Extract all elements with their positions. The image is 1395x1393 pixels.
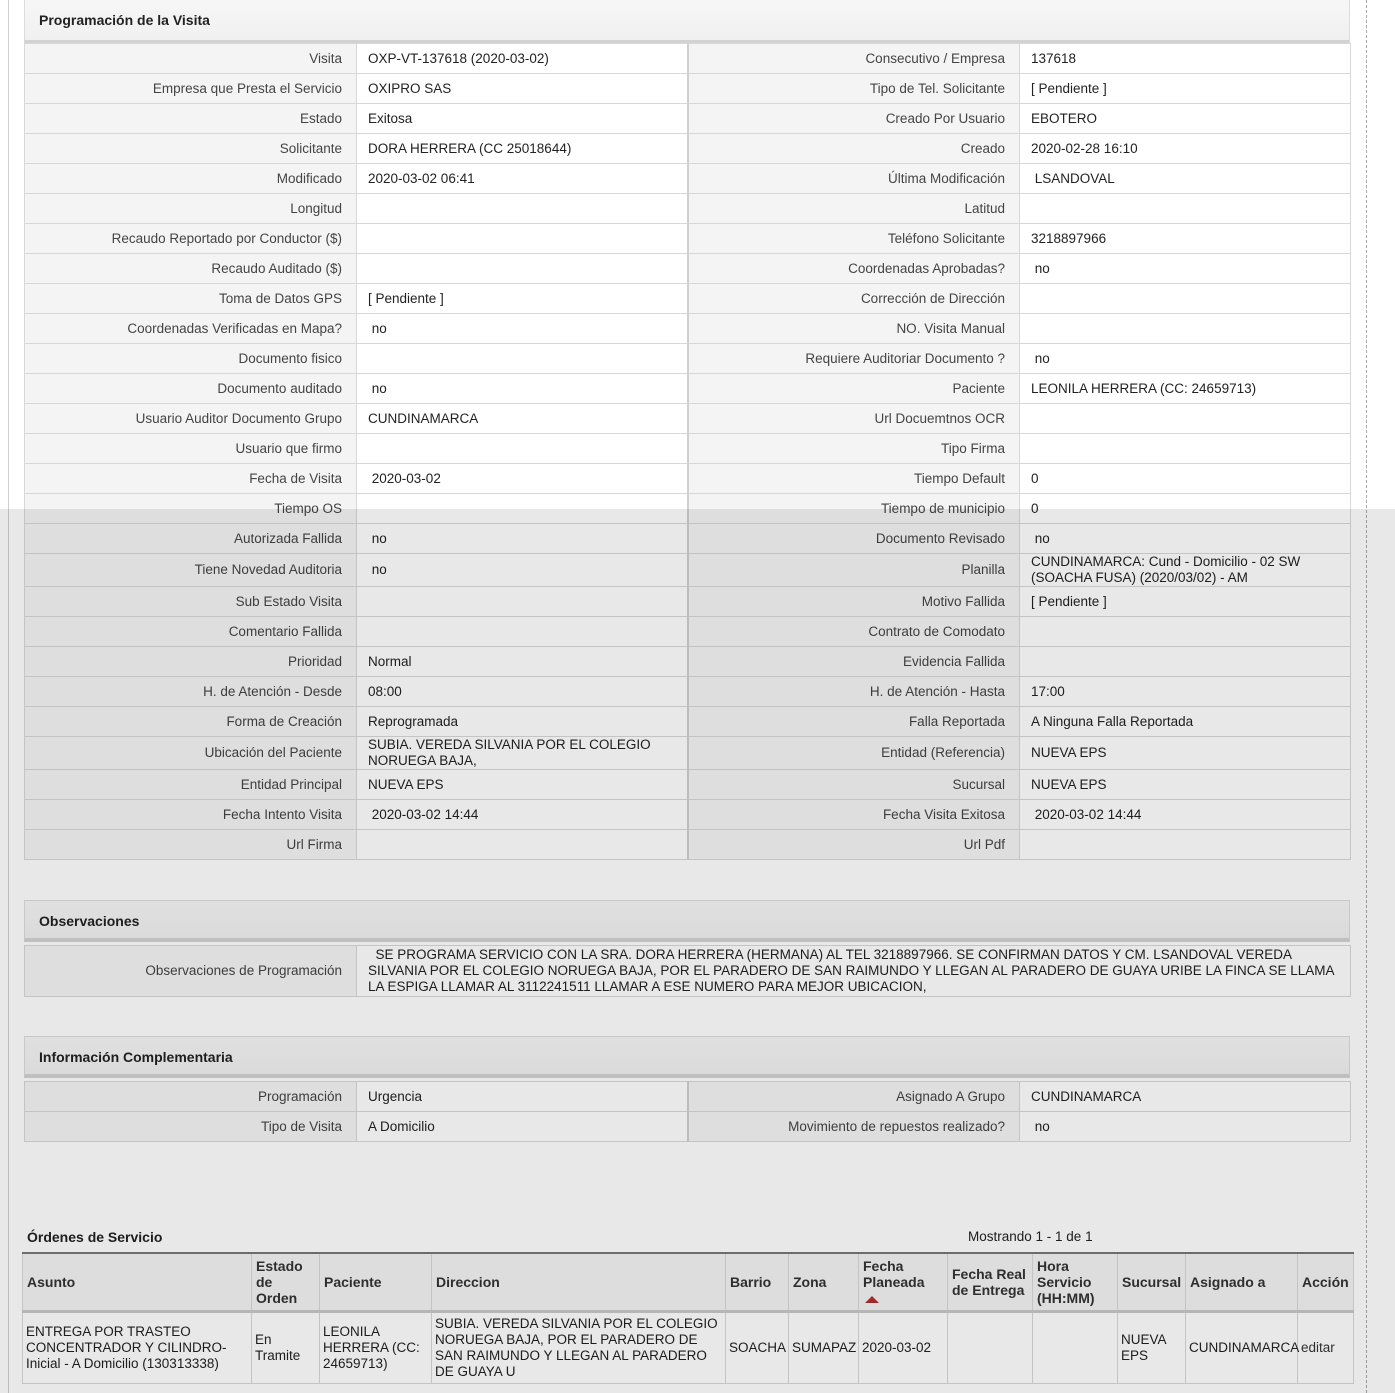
field-label: Asignado A Grupo xyxy=(688,1082,1020,1112)
cell-estado: En Tramite xyxy=(252,1311,320,1383)
field-label: Paciente xyxy=(688,374,1020,404)
field-label: Motivo Fallida xyxy=(688,587,1020,617)
field-label: Fecha de Visita xyxy=(25,464,357,494)
section-title-observaciones: Observaciones xyxy=(24,900,1350,942)
field-label: Url Pdf xyxy=(688,830,1020,860)
detail-row xyxy=(25,587,1351,617)
field-value: no xyxy=(357,314,688,344)
field-label: Documento Revisado xyxy=(688,524,1020,554)
field-label: Consecutivo / Empresa xyxy=(688,44,1020,74)
field-label: Creado Por Usuario xyxy=(688,104,1020,134)
field-label: Prioridad xyxy=(25,647,357,677)
field-value: NUEVA EPS xyxy=(1020,770,1351,800)
field-label: Entidad (Referencia) xyxy=(688,737,1020,770)
sort-ascending-icon[interactable] xyxy=(865,1296,879,1303)
field-value xyxy=(357,617,688,647)
field-label: H. de Atención - Desde xyxy=(25,677,357,707)
field-value xyxy=(1020,647,1351,677)
programacion-details-table xyxy=(24,43,1351,860)
column-header-fecha-planeada[interactable] xyxy=(859,1253,948,1311)
field-value xyxy=(1020,404,1351,434)
field-label: Coordenadas Verificadas en Mapa? xyxy=(25,314,357,344)
field-label: Entidad Principal xyxy=(25,770,357,800)
detail-row xyxy=(25,434,1351,464)
column-header-paciente[interactable]: Paciente xyxy=(320,1253,432,1311)
field-value xyxy=(357,344,688,374)
observaciones-table xyxy=(24,945,1351,997)
field-value: SUBIA. VEREDA SILVANIA POR EL COLEGIO NORUEGA BAJA, xyxy=(357,737,688,770)
detail-row xyxy=(25,524,1351,554)
detail-row xyxy=(25,830,1351,860)
detail-row xyxy=(25,134,1351,164)
field-value: A Ninguna Falla Reportada xyxy=(1020,707,1351,737)
info-row xyxy=(25,1082,1351,1112)
field-value: OXP-VT-137618 (2020-03-02) xyxy=(357,44,688,74)
detail-row xyxy=(25,164,1351,194)
field-value: CUNDINAMARCA xyxy=(1020,1082,1351,1112)
column-header-hora-servicio[interactable]: Hora Servicio (HH:MM) xyxy=(1033,1253,1118,1311)
field-value: no xyxy=(1020,1112,1351,1142)
field-value: [ Pendiente ] xyxy=(1020,74,1351,104)
field-label: Requiere Auditoriar Documento ? xyxy=(688,344,1020,374)
column-header-direccion[interactable]: Direccion xyxy=(432,1253,726,1311)
field-label: Evidencia Fallida xyxy=(688,647,1020,677)
field-label: Última Modificación xyxy=(688,164,1020,194)
field-value xyxy=(357,830,688,860)
orders-header-row xyxy=(23,1253,1354,1311)
field-label: Url Firma xyxy=(25,830,357,860)
column-header-barrio[interactable]: Barrio xyxy=(726,1253,789,1311)
detail-row xyxy=(25,617,1351,647)
detail-row xyxy=(25,344,1351,374)
orders-table xyxy=(22,1252,1354,1384)
field-label: Fecha Intento Visita xyxy=(25,800,357,830)
field-value: [ Pendiente ] xyxy=(1020,587,1351,617)
field-value: 2020-03-02 xyxy=(357,464,688,494)
field-value: OXIPRO SAS xyxy=(357,74,688,104)
detail-row xyxy=(25,554,1351,587)
field-label: Empresa que Presta el Servicio xyxy=(25,74,357,104)
field-label: NO. Visita Manual xyxy=(688,314,1020,344)
cell-sucursal: NUEVA EPS xyxy=(1118,1311,1186,1383)
field-value: Urgencia xyxy=(357,1082,688,1112)
field-value: no xyxy=(1020,254,1351,284)
detail-row xyxy=(25,314,1351,344)
detail-row xyxy=(25,737,1351,770)
field-value: no xyxy=(357,374,688,404)
field-label: Ubicación del Paciente xyxy=(25,737,357,770)
field-label: Falla Reportada xyxy=(688,707,1020,737)
field-label: Url Docuemtnos OCR xyxy=(688,404,1020,434)
field-label: Forma de Creación xyxy=(25,707,357,737)
observaciones-row xyxy=(25,946,1351,997)
field-value xyxy=(357,194,688,224)
cell-zona: SUMAPAZ xyxy=(789,1311,859,1383)
section-title-programacion: Programación de la Visita xyxy=(24,0,1350,44)
field-value: no xyxy=(1020,344,1351,374)
cell-fecha-real xyxy=(948,1311,1033,1383)
detail-row xyxy=(25,800,1351,830)
page-right-dashed-border xyxy=(1366,0,1367,1393)
column-header-accion: Acción xyxy=(1298,1253,1354,1311)
field-value xyxy=(1020,194,1351,224)
field-label: Tiene Novedad Auditoria xyxy=(25,554,357,587)
field-value: [ Pendiente ] xyxy=(357,284,688,314)
field-value: Exitosa xyxy=(357,104,688,134)
field-value: DORA HERRERA (CC 25018644) xyxy=(357,134,688,164)
field-label: Visita xyxy=(25,44,357,74)
orders-pagination-count: Mostrando 1 - 1 de 1 xyxy=(968,1229,1093,1244)
cell-barrio: SOACHA xyxy=(726,1311,789,1383)
field-label: Fecha Visita Exitosa xyxy=(688,800,1020,830)
field-value xyxy=(357,494,688,524)
info-row xyxy=(25,1112,1351,1142)
field-value xyxy=(1020,830,1351,860)
field-label: Toma de Datos GPS xyxy=(25,284,357,314)
detail-row xyxy=(25,404,1351,434)
field-label: Comentario Fallida xyxy=(25,617,357,647)
field-label: Recaudo Reportado por Conductor ($) xyxy=(25,224,357,254)
field-value: LSANDOVAL xyxy=(1020,164,1351,194)
field-label: Contrato de Comodato xyxy=(688,617,1020,647)
field-value: 0 xyxy=(1020,494,1351,524)
field-value xyxy=(1020,434,1351,464)
detail-row xyxy=(25,224,1351,254)
cell-asignado: CUNDINAMARCA xyxy=(1186,1311,1298,1383)
field-label: Documento fisico xyxy=(25,344,357,374)
detail-row xyxy=(25,104,1351,134)
detail-row xyxy=(25,677,1351,707)
field-label: Tiempo Default xyxy=(688,464,1020,494)
field-value: A Domicilio xyxy=(357,1112,688,1142)
page-left-border xyxy=(8,0,9,1393)
field-value: 2020-03-02 06:41 xyxy=(357,164,688,194)
field-value: 137618 xyxy=(1020,44,1351,74)
field-label: Sucursal xyxy=(688,770,1020,800)
field-value xyxy=(1020,284,1351,314)
orders-title: Órdenes de Servicio xyxy=(27,1229,163,1245)
field-label: Observaciones de Programación xyxy=(25,946,357,997)
field-label: Coordenadas Aprobadas? xyxy=(688,254,1020,284)
field-label: Tiempo OS xyxy=(25,494,357,524)
field-label: Usuario Auditor Documento Grupo xyxy=(25,404,357,434)
field-label: Modificado xyxy=(25,164,357,194)
cell-asunto: ENTREGA POR TRASTEO CONCENTRADOR Y CILINDRO-Inicial - A Domicilio (130313338) xyxy=(23,1311,252,1383)
field-label: Teléfono Solicitante xyxy=(688,224,1020,254)
detail-row xyxy=(25,707,1351,737)
column-header-label: Fecha Planeada xyxy=(863,1257,925,1290)
field-value: Reprogramada xyxy=(357,707,688,737)
field-value xyxy=(357,434,688,464)
field-value: Normal xyxy=(357,647,688,677)
field-label: Programación xyxy=(25,1082,357,1112)
field-label: Tipo de Visita xyxy=(25,1112,357,1142)
field-label: Usuario que firmo xyxy=(25,434,357,464)
field-value xyxy=(357,224,688,254)
field-value: no xyxy=(357,524,688,554)
cell-paciente: LEONILA HERRERA (CC: 24659713) xyxy=(320,1311,432,1383)
detail-row xyxy=(25,647,1351,677)
field-value: 3218897966 xyxy=(1020,224,1351,254)
field-label: Sub Estado Visita xyxy=(25,587,357,617)
observaciones-text: SE PROGRAMA SERVICIO CON LA SRA. DORA HERRERA (HERMANA) AL TEL 3218897966. SE CONFIRMAN DATOS Y CM. LSANDOVAL VEREDA SILVANIA POR EL COLEGIO NORUEGA BAJA, POR EL PARADERO DE SAN RAIMUNDO Y LLEGAN AL PARADERO DE GUAYA URIBE LA FINCA SE LLAMA LA ESPIGA LLAMAR AL 3112241511 LLAMAR A ESE NUMERO PARA MEJOR UBICACION, xyxy=(357,946,1351,997)
field-label: Planilla xyxy=(688,554,1020,587)
table-row xyxy=(23,1311,1354,1383)
column-header-estado[interactable]: Estado de Orden xyxy=(252,1253,320,1311)
field-label: Tipo Firma xyxy=(688,434,1020,464)
column-header-zona[interactable]: Zona xyxy=(789,1253,859,1311)
field-label: Documento auditado xyxy=(25,374,357,404)
cell-direccion: SUBIA. VEREDA SILVANIA POR EL COLEGIO NORUEGA BAJA, POR EL PARADERO DE SAN RAIMUNDO Y LLEGAN AL PARADERO DE GUAYA U xyxy=(432,1311,726,1383)
field-value: no xyxy=(1020,524,1351,554)
column-header-asunto[interactable]: Asunto xyxy=(23,1253,252,1311)
field-label: Tiempo de municipio xyxy=(688,494,1020,524)
section-title-info-complementaria: Información Complementaria xyxy=(24,1036,1350,1078)
field-value: 0 xyxy=(1020,464,1351,494)
info-complementaria-table xyxy=(24,1081,1351,1142)
detail-row xyxy=(25,74,1351,104)
column-header-sucursal[interactable]: Sucursal xyxy=(1118,1253,1186,1311)
field-value: NUEVA EPS xyxy=(1020,737,1351,770)
field-value xyxy=(357,587,688,617)
edit-link[interactable]: editar xyxy=(1298,1311,1354,1383)
field-label: Estado xyxy=(25,104,357,134)
field-value xyxy=(357,254,688,284)
detail-row xyxy=(25,464,1351,494)
field-label: Creado xyxy=(688,134,1020,164)
field-value: no xyxy=(357,554,688,587)
field-label: H. de Atención - Hasta xyxy=(688,677,1020,707)
field-value: NUEVA EPS xyxy=(357,770,688,800)
field-value: LEONILA HERRERA (CC: 24659713) xyxy=(1020,374,1351,404)
field-label: Tipo de Tel. Solicitante xyxy=(688,74,1020,104)
field-value: 17:00 xyxy=(1020,677,1351,707)
detail-row xyxy=(25,194,1351,224)
field-value: CUNDINAMARCA xyxy=(357,404,688,434)
detail-row xyxy=(25,284,1351,314)
detail-row xyxy=(25,374,1351,404)
detail-row xyxy=(25,254,1351,284)
field-value: EBOTERO xyxy=(1020,104,1351,134)
field-label: Corrección de Dirección xyxy=(688,284,1020,314)
column-header-fecha-real[interactable]: Fecha Real de Entrega xyxy=(948,1253,1033,1311)
field-label: Autorizada Fallida xyxy=(25,524,357,554)
detail-row xyxy=(25,494,1351,524)
field-label: Movimiento de repuestos realizado? xyxy=(688,1112,1020,1142)
field-value xyxy=(1020,314,1351,344)
field-value: 2020-03-02 14:44 xyxy=(357,800,688,830)
field-value: 08:00 xyxy=(357,677,688,707)
field-value: 2020-02-28 16:10 xyxy=(1020,134,1351,164)
field-value: 2020-03-02 14:44 xyxy=(1020,800,1351,830)
field-label: Latitud xyxy=(688,194,1020,224)
field-label: Recaudo Auditado ($) xyxy=(25,254,357,284)
detail-row xyxy=(25,770,1351,800)
detail-row xyxy=(25,44,1351,74)
field-value: CUNDINAMARCA: Cund - Domicilio - 02 SW (SOACHA FUSA) (2020/03/02) - AM xyxy=(1020,554,1351,587)
cell-hora-servicio xyxy=(1033,1311,1118,1383)
field-value xyxy=(1020,617,1351,647)
field-label: Solicitante xyxy=(25,134,357,164)
cell-fecha-planeada: 2020-03-02 xyxy=(859,1311,948,1383)
field-label: Longitud xyxy=(25,194,357,224)
column-header-asignado[interactable]: Asignado a xyxy=(1186,1253,1298,1311)
